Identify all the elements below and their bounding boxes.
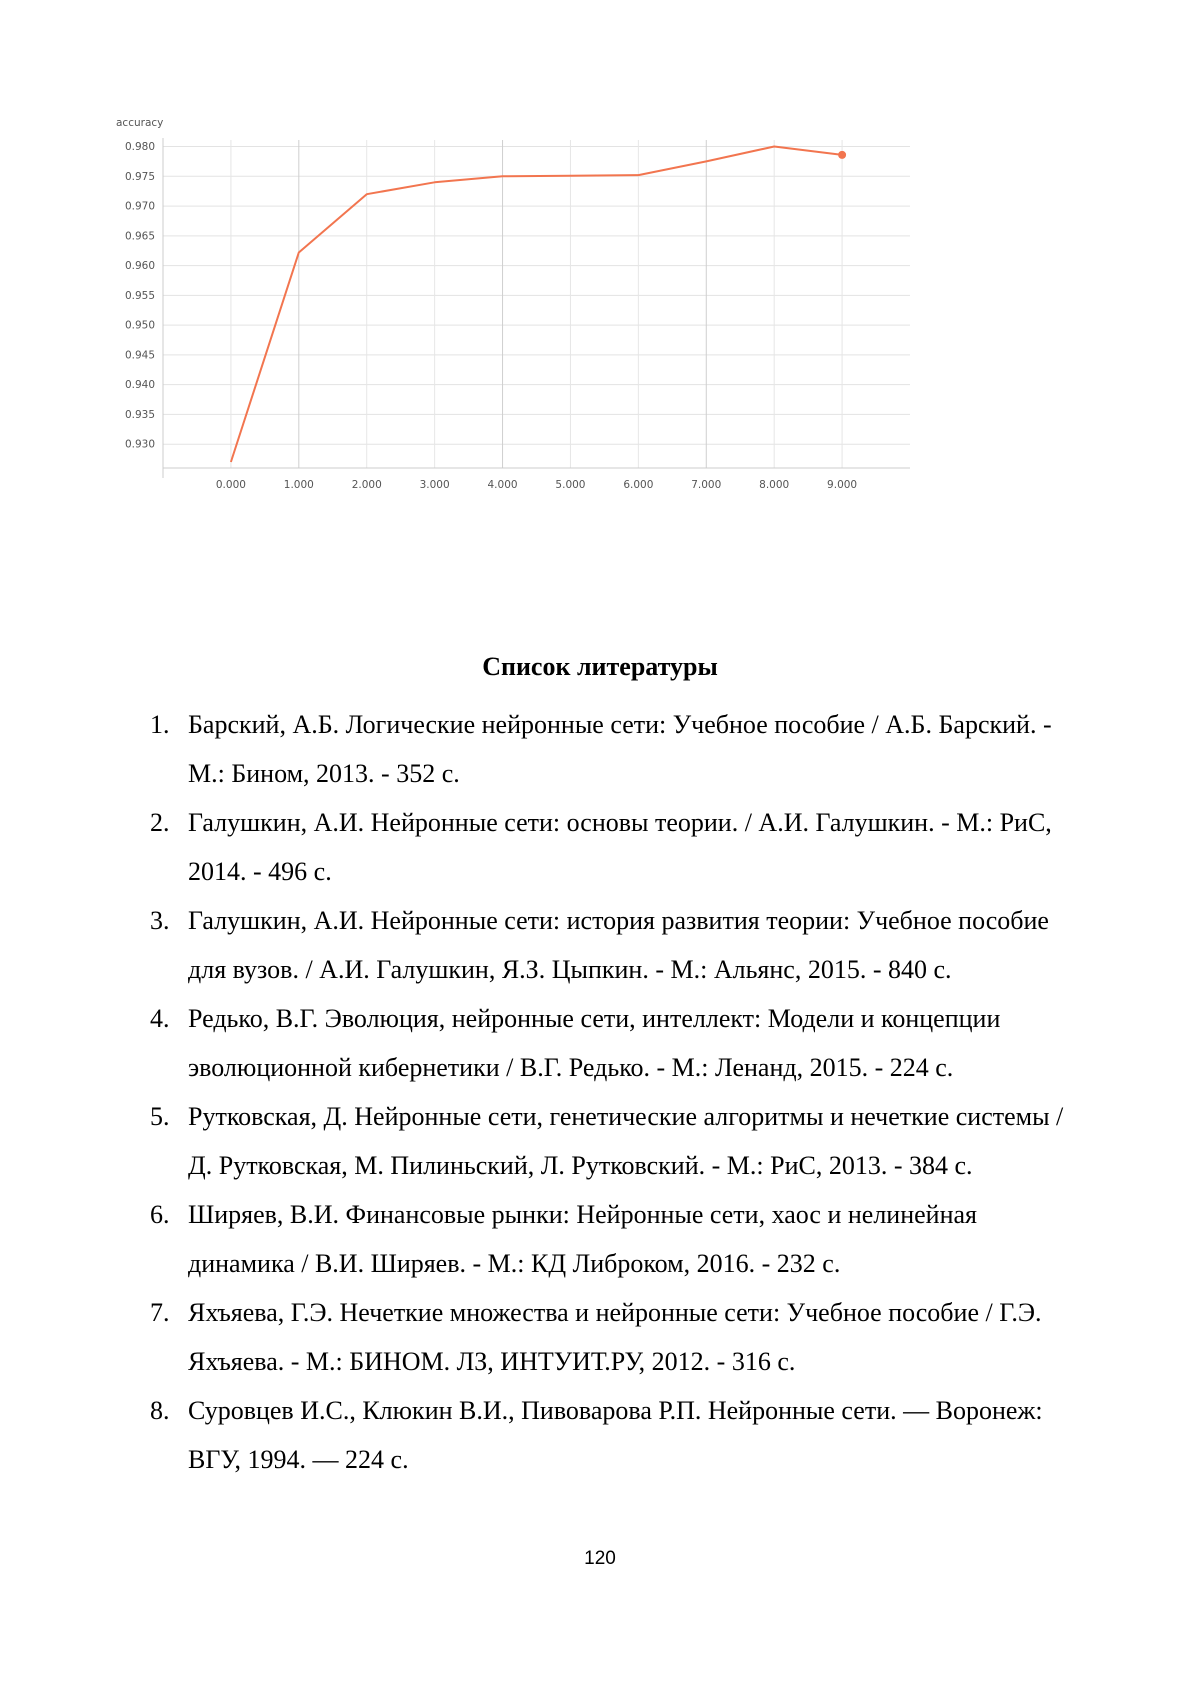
reference-text: Суровцев И.С., Клюкин В.И., Пивоварова Р.П. Нейронные сети. — Воронеж: ВГУ, 1994. — 224 с. — [188, 1396, 1043, 1474]
page-number: 120 — [584, 1548, 616, 1569]
x-tick-label: 0.000 — [215, 479, 246, 491]
reference-number: 2. — [150, 808, 170, 837]
y-tick-label: 0.945 — [124, 349, 155, 362]
y-tick-label: 0.980 — [124, 141, 155, 154]
x-tick-label: 2.000 — [351, 479, 382, 491]
x-tick-label: 5.000 — [555, 479, 586, 491]
x-tick-label: 1.000 — [283, 479, 314, 491]
reference-item — [140, 1092, 1090, 1190]
x-tick-label: 7.000 — [691, 479, 722, 491]
reference-number: 8. — [150, 1396, 170, 1425]
reference-item — [140, 700, 1090, 798]
reference-text: Рутковская, Д. Нейронные сети, генетические алгоритмы и нечеткие системы / Д. Рутковская, М. Пилиньский, Л. Рутковский. - М.: РиС, 2013. - 384 с. — [188, 1102, 1064, 1180]
reference-number: 5. — [150, 1102, 170, 1131]
reference-text: Галушкин, А.И. Нейронные сети: основы теории. / А.И. Галушкин. - М.: РиС, 2014. - 496 с. — [188, 808, 1052, 886]
reference-item — [140, 798, 1090, 896]
reference-text: Галушкин, А.И. Нейронные сети: история развития теории: Учебное пособие для вузов. / А.И. Галушкин, Я.З. Цыпкин. - М.: Альянс, 2015. - 840 с. — [188, 906, 1049, 984]
x-tick-label: 3.000 — [419, 479, 450, 491]
reference-number: 7. — [150, 1298, 170, 1327]
x-tick-label: 8.000 — [759, 479, 790, 491]
reference-number: 4. — [150, 1004, 170, 1033]
reference-item — [140, 1190, 1090, 1288]
x-tick-label: 6.000 — [623, 479, 654, 491]
y-tick-label: 0.970 — [124, 200, 155, 213]
section-title: Список литературы — [482, 652, 718, 681]
x-tick-label: 9.000 — [827, 479, 858, 491]
accuracy-chart — [110, 118, 1010, 538]
x-tick-label: 4.000 — [487, 479, 518, 491]
reference-text: Ширяев, В.И. Финансовые рынки: Нейронные сети, хаос и нелинейная динамика / В.И. Ширяев. - М.: КД Либроком, 2016. - 232 с. — [188, 1200, 978, 1278]
y-tick-label: 0.960 — [124, 260, 155, 273]
reference-item — [140, 1386, 1090, 1484]
data-point — [838, 151, 846, 159]
reference-number: 3. — [150, 906, 170, 935]
y-tick-label: 0.975 — [124, 170, 155, 183]
reference-list — [140, 700, 1090, 1484]
reference-text: Редько, В.Г. Эволюция, нейронные сети, интеллект: Модели и концепции эволюционной кибернетики / В.Г. Редько. - М.: Ленанд, 2015. - 224 с. — [188, 1004, 1001, 1082]
y-tick-label: 0.955 — [124, 289, 155, 302]
reference-item — [140, 1288, 1090, 1386]
reference-text: Яхъяева, Г.Э. Нечеткие множества и нейронные сети: Учебное пособие / Г.Э. Яхъяева. - М.: БИНОМ. ЛЗ, ИНТУИТ.РУ, 2012. - 316 с. — [188, 1298, 1042, 1376]
chart-canvas — [110, 118, 1010, 538]
reference-number: 6. — [150, 1200, 170, 1229]
y-tick-label: 0.950 — [124, 319, 155, 332]
y-tick-label: 0.930 — [124, 438, 155, 451]
y-tick-label: 0.935 — [124, 408, 155, 421]
reference-item — [140, 994, 1090, 1092]
y-tick-label: 0.940 — [124, 379, 155, 392]
reference-item — [140, 896, 1090, 994]
y-tick-label: 0.965 — [124, 230, 155, 243]
y-axis-title: accuracy — [116, 118, 164, 129]
reference-text: Барский, А.Б. Логические нейронные сети: Учебное пособие / А.Б. Барский. - М.: Бином, 2013. - 352 с. — [188, 710, 1052, 788]
reference-number: 1. — [150, 710, 170, 739]
